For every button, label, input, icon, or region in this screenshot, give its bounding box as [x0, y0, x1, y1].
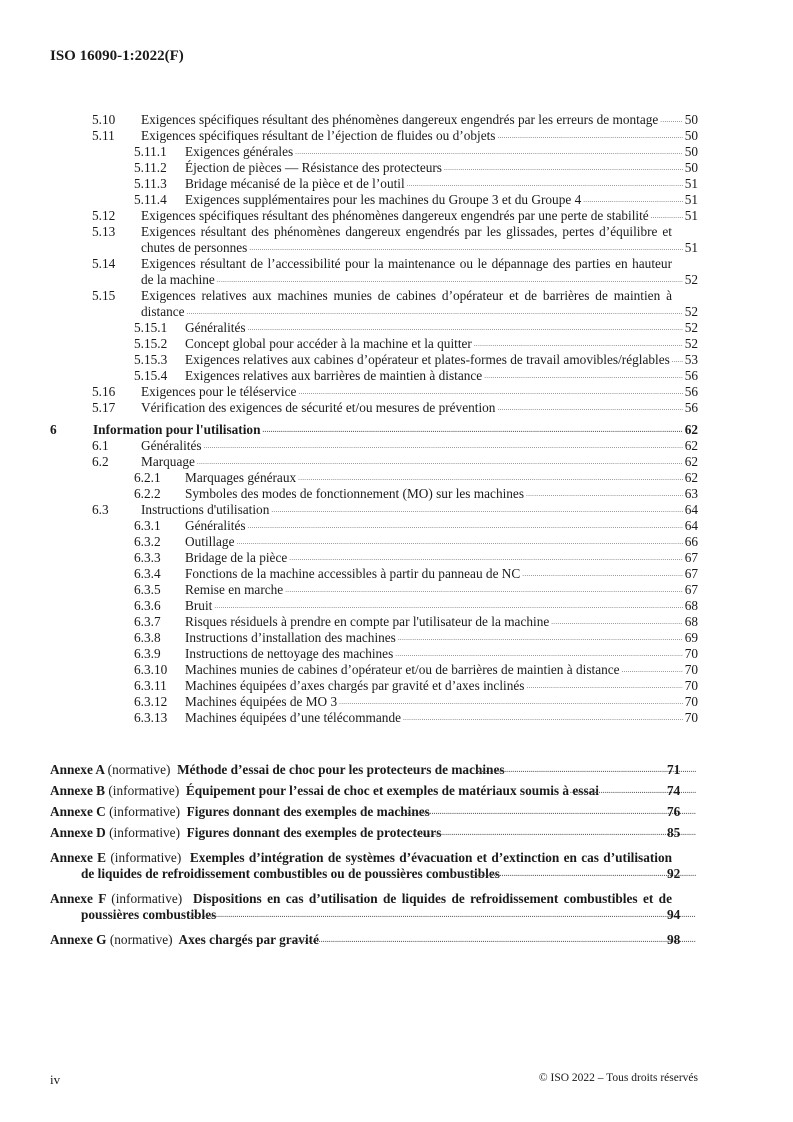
page-ref: 51	[684, 192, 698, 207]
entry-title-block	[141, 400, 698, 416]
toc-entry[interactable]	[50, 518, 698, 534]
toc-entry[interactable]	[50, 534, 698, 550]
toc-entry[interactable]	[50, 470, 698, 486]
annex-title: Figures donnant des exemples de protecteurs	[186, 825, 442, 840]
section-number: 6.3.5	[134, 582, 161, 597]
section-number: 6.3.7	[134, 614, 161, 629]
page-ref: 52	[684, 272, 698, 287]
section-title[interactable]: Exigences relatives aux machines munies de cabines d’opérateur et de barrières de maintien à distance .....	[141, 288, 672, 319]
annex-entry[interactable]	[50, 762, 698, 778]
page-ref: 62	[684, 454, 698, 469]
section-number: 6.3.4	[134, 566, 161, 581]
section-number: 6.3.1	[134, 518, 161, 533]
toc-entry[interactable]	[50, 630, 698, 646]
section-number: 6.1	[92, 438, 109, 453]
page-ref: 63	[684, 486, 698, 501]
page-ref: 51	[684, 208, 698, 223]
section-number: 5.14	[92, 256, 116, 271]
section-number: 6.3.12	[134, 694, 168, 709]
page-ref: 70	[684, 646, 698, 661]
section-title[interactable]: Exigences supplémentaires pour les machines du Groupe 3 et du Groupe 4 .....	[185, 192, 581, 207]
section-number: 6.3.10	[134, 662, 168, 677]
entry-title-block	[93, 422, 698, 438]
section-number: 5.15	[92, 288, 116, 303]
section-number: 5.11.1	[134, 144, 167, 159]
toc-entry[interactable]	[50, 694, 698, 710]
page-ref: 70	[684, 710, 698, 725]
section-number: 6.3.13	[134, 710, 168, 725]
entry-title-block	[185, 566, 698, 582]
toc-entry[interactable]	[50, 710, 698, 726]
section-title[interactable]: Marquage .....	[141, 454, 195, 469]
entry-title-block	[50, 891, 698, 923]
entry-title-block	[185, 534, 698, 550]
toc-entry[interactable]	[50, 112, 698, 128]
annex-label: Annexe G	[50, 932, 107, 947]
entry-title-block	[185, 144, 698, 160]
toc-entry[interactable]	[50, 422, 698, 438]
section-number: 5.17	[92, 400, 116, 415]
section-title[interactable]: Exigences spécifiques résultant de l’éjection de fluides ou d’objets .....	[141, 128, 495, 143]
toc-entry[interactable]	[50, 438, 698, 454]
annex-type: (informative)	[108, 783, 180, 798]
toc-entry[interactable]	[50, 208, 698, 224]
page-ref: 62	[684, 422, 698, 437]
document-id-header: ISO 16090-1:2022(F)	[50, 48, 184, 64]
toc-entry[interactable]	[50, 502, 698, 518]
section-title[interactable]: Exigences générales .....	[185, 144, 293, 159]
section-title[interactable]: Généralités .....	[185, 518, 246, 533]
section-title[interactable]: Marquages généraux .....	[185, 470, 296, 485]
annex-title: Dispositions en cas d’utilisation de liquides de refroidissement combustibles et de poussières combustibles	[81, 891, 672, 922]
section-title[interactable]: Bridage mécanisé de la pièce et de l’outil .....	[185, 176, 405, 191]
toc-entry[interactable]	[50, 384, 698, 400]
toc-entry[interactable]	[50, 566, 698, 582]
page-ref: 53	[684, 352, 698, 367]
annex-label: Annexe B	[50, 783, 106, 798]
page-ref: 50	[684, 144, 698, 159]
annex-label: Annexe C	[50, 804, 106, 819]
annex-entry[interactable]	[50, 804, 698, 820]
page-ref: 56	[684, 368, 698, 383]
section-number: 6.3.11	[134, 678, 167, 693]
section-number: 5.15.3	[134, 352, 168, 367]
page-number: iv	[50, 1072, 61, 1087]
section-number: 5.13	[92, 224, 116, 239]
annex-entry[interactable]	[50, 891, 698, 923]
section-title[interactable]: Risques résiduels à prendre en compte par l'utilisateur de la machine .....	[185, 614, 549, 629]
section-title[interactable]: Exigences spécifiques résultant des phénomènes dangereux engendrés par les erreurs de montage .....	[141, 112, 658, 127]
entry-title-block	[141, 288, 698, 320]
toc-entry[interactable]	[50, 320, 698, 336]
section-number: 6.3.6	[134, 598, 161, 613]
section-title[interactable]: Instructions d'utilisation .....	[141, 502, 269, 517]
page-ref: 50	[684, 112, 698, 127]
entry-title-block	[185, 470, 698, 486]
entry-title-block	[50, 783, 698, 799]
toc-entry[interactable]	[50, 550, 698, 566]
page-ref: 68	[684, 614, 698, 629]
toc-entry[interactable]	[50, 582, 698, 598]
section-title[interactable]: Généralités .....	[141, 438, 202, 453]
annex-label: Annexe A	[50, 762, 105, 777]
entry-title-block	[185, 614, 698, 630]
entry-title-block	[185, 320, 698, 336]
section-number: 6	[50, 422, 57, 437]
page-ref: 70	[684, 694, 698, 709]
entry-title-block	[185, 630, 698, 646]
page-ref: 50	[684, 128, 698, 143]
toc-entry[interactable]	[50, 368, 698, 384]
section-number: 6.2.1	[134, 470, 161, 485]
entry-title-block	[185, 694, 698, 710]
toc-entry[interactable]	[50, 176, 698, 192]
annex-type: (informative)	[109, 825, 180, 840]
annex-type: (informative)	[110, 850, 182, 865]
annex-title-line[interactable]	[50, 804, 430, 819]
toc-entry[interactable]	[50, 336, 698, 352]
entry-title-block	[50, 762, 698, 778]
page-ref: 74	[696, 783, 698, 799]
section-title[interactable]: Machines équipées de MO 3 .....	[185, 694, 337, 709]
page-ref: 51	[684, 176, 698, 191]
page-ref: 76	[696, 804, 698, 820]
section-number: 5.15.1	[134, 320, 168, 335]
page-ref: 69	[684, 630, 698, 645]
annex-type: (informative)	[111, 891, 183, 906]
annex-entry[interactable]	[50, 783, 698, 799]
entry-title-block	[141, 256, 698, 288]
page-ref: 56	[684, 400, 698, 415]
annex-title: Figures donnant des exemples de machines	[186, 804, 430, 819]
section-number: 6.3.9	[134, 646, 161, 661]
entry-title-block	[50, 850, 698, 882]
entry-title-block	[50, 804, 698, 820]
section-number: 6.3.2	[134, 534, 161, 549]
section-title[interactable]: Machines équipées d’une télécommande .....	[185, 710, 401, 725]
section-title[interactable]: Machines équipées d’axes chargés par gravité et d’axes inclinés .....	[185, 678, 524, 693]
section-title[interactable]: Instructions d’installation des machines .....	[185, 630, 396, 645]
entry-title-block	[141, 112, 698, 128]
section-title[interactable]: Exigences spécifiques résultant des phénomènes dangereux engendrés par une perte de stabilité .....	[141, 208, 649, 223]
annex-title-line[interactable]	[50, 891, 672, 922]
section-title[interactable]: Exigences résultant des phénomènes dangereux engendrés par les glissades, pertes d’équilibre et chutes de personnes .....	[141, 224, 672, 255]
section-number: 6.2.2	[134, 486, 161, 501]
section-number: 5.10	[92, 112, 116, 127]
toc-entry[interactable]	[50, 400, 698, 416]
annex-label: Annexe E	[50, 850, 107, 865]
annex-entry[interactable]	[50, 850, 698, 882]
section-title[interactable]: Exigences pour le téléservice .....	[141, 384, 296, 399]
entry-title-block	[185, 486, 698, 502]
section-title[interactable]: Symboles des modes de fonctionnement (MO) sur les machines .....	[185, 486, 524, 501]
entry-title-block	[185, 352, 698, 368]
entry-title-block	[141, 438, 698, 454]
section-number: 5.11	[92, 128, 115, 143]
page-ref: 52	[684, 304, 698, 319]
annex-title: Exemples d’intégration de systèmes d’évacuation et d’extinction en cas d’utilisation de liquides de refroidissement combustibles ou de poussières combustibles	[81, 850, 673, 881]
section-title[interactable]: Éjection de pièces — Résistance des protecteurs .....	[185, 160, 442, 175]
annex-label: Annexe F	[50, 891, 106, 906]
page-ref: 66	[684, 534, 698, 549]
table-of-contents	[50, 112, 698, 948]
page-ref: 68	[684, 598, 698, 613]
entry-title-block	[141, 128, 698, 144]
entry-title-block	[141, 208, 698, 224]
toc-entry[interactable]	[50, 662, 698, 678]
section-title[interactable]: Outillage .....	[185, 534, 234, 549]
section-number: 5.16	[92, 384, 116, 399]
entry-title-block	[185, 368, 698, 384]
annex-title-line[interactable]	[50, 932, 319, 947]
annex-type: (informative)	[109, 804, 180, 819]
page-ref: 98	[696, 932, 698, 948]
section-title[interactable]: Exigences relatives aux barrières de maintien à distance .....	[185, 368, 482, 383]
page-ref: 67	[684, 550, 698, 565]
section-number: 5.12	[92, 208, 116, 223]
page-ref: 85	[696, 825, 698, 841]
annex-title-line[interactable]	[50, 850, 672, 881]
toc-entry[interactable]	[50, 128, 698, 144]
section-number: 6.3.8	[134, 630, 161, 645]
entry-title-block	[185, 336, 698, 352]
section-number: 5.11.4	[134, 192, 167, 207]
page-ref: 56	[684, 384, 698, 399]
section-title[interactable]: Vérification des exigences de sécurité et/ou mesures de prévention .....	[141, 400, 495, 415]
toc-entry[interactable]	[50, 160, 698, 176]
section-number: 5.15.4	[134, 368, 168, 383]
section-number: 6.3.3	[134, 550, 161, 565]
section-title[interactable]: Bruit .....	[185, 598, 212, 613]
annex-entry[interactable]	[50, 932, 698, 948]
entry-title-block	[50, 825, 698, 841]
section-number: 6.2	[92, 454, 109, 469]
annex-title-line[interactable]	[50, 783, 599, 798]
entry-title-block	[185, 662, 698, 678]
toc-entry[interactable]	[50, 454, 698, 470]
page-ref: 50	[684, 160, 698, 175]
toc-entry[interactable]	[50, 646, 698, 662]
entry-title-block	[185, 598, 698, 614]
toc-entry[interactable]	[50, 678, 698, 694]
annex-type: (normative)	[109, 932, 173, 947]
annex-entry[interactable]	[50, 825, 698, 841]
section-title[interactable]: Remise en marche .....	[185, 582, 283, 597]
entry-title-block	[185, 518, 698, 534]
annex-title-line[interactable]	[50, 825, 441, 840]
page-ref: 62	[684, 438, 698, 453]
entry-title-block	[185, 646, 698, 662]
section-number: 5.11.3	[134, 176, 167, 191]
toc-entry[interactable]	[50, 256, 698, 288]
section-title[interactable]: Information pour l'utilisation .....	[93, 422, 260, 437]
toc-entry[interactable]	[50, 598, 698, 614]
toc-entry[interactable]	[50, 224, 698, 256]
section-title[interactable]: Concept global pour accéder à la machine et la quitter .....	[185, 336, 472, 351]
section-title[interactable]: Machines munies de cabines d’opérateur et/ou de barrières de maintien à distance .....	[185, 662, 620, 677]
section-title[interactable]: Généralités .....	[185, 320, 246, 335]
section-title[interactable]: Exigences relatives aux cabines d’opérateur et plates-formes de travail amovibles/réglables .....	[185, 352, 670, 367]
annex-label: Annexe D	[50, 825, 106, 840]
entry-title-block	[185, 160, 698, 176]
toc-entry[interactable]	[50, 144, 698, 160]
section-title[interactable]: Fonctions de la machine accessibles à partir du panneau de NC .....	[185, 566, 520, 581]
annex-title: Méthode d’essai de choc pour les protecteurs de machines	[177, 762, 505, 777]
copyright-notice: © ISO 2022 – Tous droits réservés	[538, 1072, 698, 1084]
section-number: 6.3	[92, 502, 109, 517]
entry-title-block	[141, 384, 698, 400]
toc-entry[interactable]	[50, 192, 698, 208]
entry-title-block	[141, 502, 698, 518]
toc-entry[interactable]	[50, 288, 698, 320]
entry-title-block	[185, 710, 698, 726]
page-ref: 64	[684, 518, 698, 533]
page-ref: 70	[684, 662, 698, 677]
entry-title-block	[185, 550, 698, 566]
toc-entry[interactable]	[50, 486, 698, 502]
entry-title-block	[185, 678, 698, 694]
entry-title-block	[185, 176, 698, 192]
page-ref: 64	[684, 502, 698, 517]
page-ref: 67	[684, 582, 698, 597]
page-ref: 51	[684, 240, 698, 255]
annex-title: Axes chargés par gravité	[178, 932, 319, 947]
page-ref: 52	[684, 320, 698, 335]
section-number: 5.11.2	[134, 160, 167, 175]
page-ref: 62	[684, 470, 698, 485]
entry-title-block	[141, 224, 698, 256]
entry-title-block	[141, 454, 698, 470]
page-ref: 94	[696, 907, 698, 923]
annex-title-line[interactable]	[50, 762, 505, 777]
annex-title: Équipement pour l’essai de choc et exemples de matériaux soumis à essai	[185, 783, 599, 798]
page-ref: 92	[696, 866, 698, 882]
page-ref: 52	[684, 336, 698, 351]
page-ref: 67	[684, 566, 698, 581]
toc-entry[interactable]	[50, 614, 698, 630]
annex-type: (normative)	[107, 762, 171, 777]
section-number: 5.15.2	[134, 336, 168, 351]
section-title[interactable]: Exigences résultant de l’accessibilité pour la maintenance ou le dépannage des parties en hauteur de la machine .....	[141, 256, 672, 287]
page-ref: 70	[684, 678, 698, 693]
entry-title-block	[50, 932, 698, 948]
section-title[interactable]: Instructions de nettoyage des machines .....	[185, 646, 393, 661]
entry-title-block	[185, 192, 698, 208]
section-title[interactable]: Bridage de la pièce .....	[185, 550, 287, 565]
page-ref: 71	[696, 762, 698, 778]
entry-title-block	[185, 582, 698, 598]
toc-entry[interactable]	[50, 352, 698, 368]
